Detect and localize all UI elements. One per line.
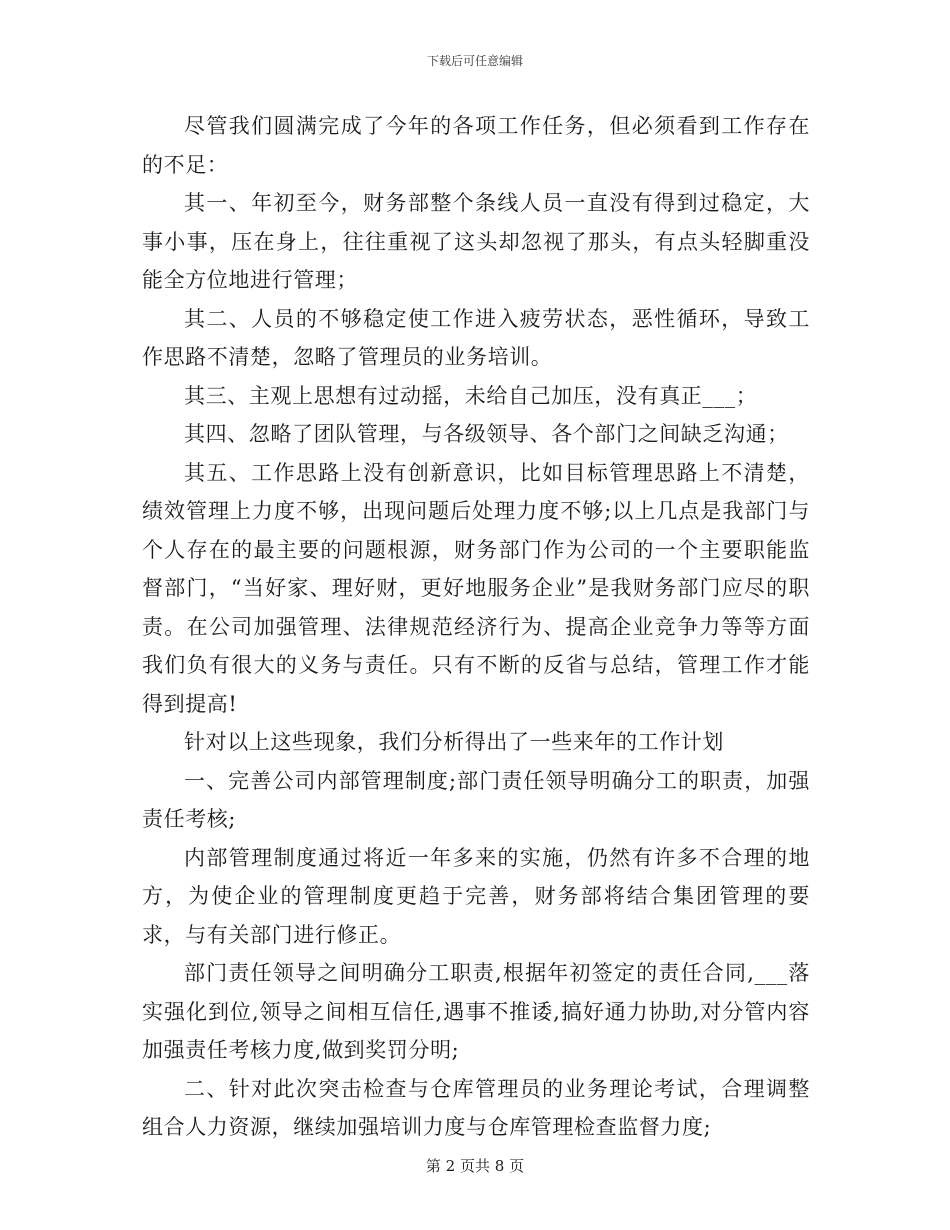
paragraph-issue-4: 其四、忽略了团队管理，与各级领导、各个部门之间缺乏沟通； [184,422,789,446]
paragraph-plan-1-detail-a: 内部管理制度通过将近一年多来的实施，仍然有许多不合理的地方，为使企业的管理制度更趋于完善，财务部将结合集团管理的要求，与有关部门进行修正。 [142,845,810,947]
page-footer: 第 2 页共 8 页 [425,1157,525,1175]
page-header: 下载后可任意编辑 [426,54,523,68]
paragraph-issue-1: 其一、年初至今，财务部整个条线人员一直没有得到过稳定，大事小事，压在身上，往往重视了这头却忽视了那头，有点头轻脚重没能全方位地进行管理； [142,191,810,292]
document-body [142,107,810,1147]
paragraph-issue-2: 其二、人员的不够稳定使工作进入疲劳状态，恶性循环，导致工作思路不清楚，忽略了管理员的业务培训。 [142,306,810,369]
paragraph-plan-1-detail-b: 部门责任领导之间明确分工职责,根据年初签定的责任合同,___落实强化到位,领导之间相互信任,遇事不推诿,搞好通力协助,对分管内容加强责任考核力度,做到奖罚分明; [142,961,810,1062]
paragraph-shortcomings-intro: 尽管我们圆满完成了今年的各项工作任务，但必须看到工作存在的不足： [142,114,810,177]
paragraph-plan-intro: 针对以上这些现象，我们分析得出了一些来年的工作计划 [184,730,724,754]
paragraph-plan-2: 二、针对此次突击检查与仓库管理员的业务理论考试，合理调整组合人力资源，继续加强培训力度与仓库管理检查监督力度; [142,1076,810,1139]
paragraph-plan-1: 一、完善公司内部管理制度;部门责任领导明确分工的职责，加强责任考核; [142,768,810,831]
paragraph-issue-5: 其五、工作思路上没有创新意识，比如目标管理思路上不清楚，绩效管理上力度不够，出现问题后处理力度不够;以上几点是我部门与个人存在的最主要的问题根源，财务部门作为公司的一个主要职能监督部门，“当好家、理好财，更好地服务企业”是我财务部门应尽的职责。在公司加强管理、法律规范经济行为、提高企业竞争力等等方面我们负有很大的义务与责任。只有不断的反省与总结，管理工作才能得到提高! [142,460,810,716]
paragraph-issue-3: 其三、主观上思想有过动摇，未给自己加压，没有真正___； [184,383,758,408]
